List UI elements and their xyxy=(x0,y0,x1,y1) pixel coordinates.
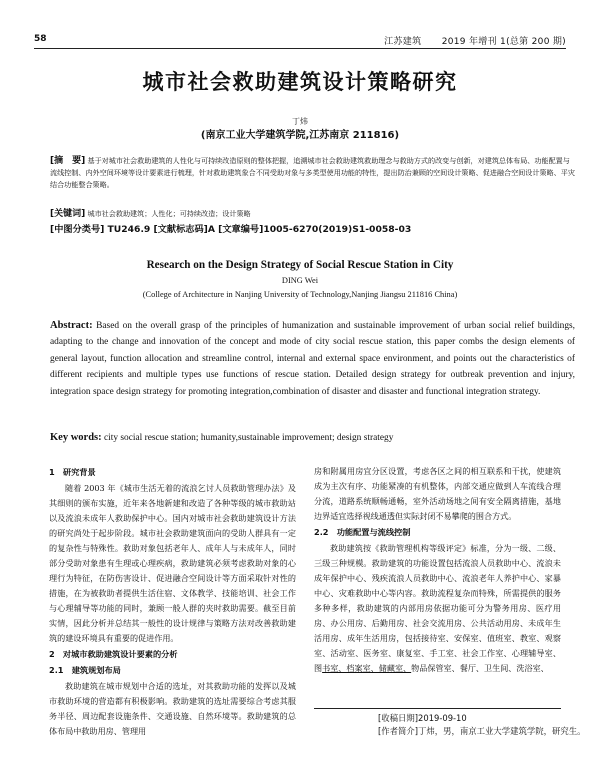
chinese-keywords-text: 城市社会救助建筑；人性化；可持续改造；设计策略 xyxy=(87,209,251,218)
chinese-affiliation: (南京工业大学建筑学院,江苏南京 211816) xyxy=(200,130,400,141)
journal-name: 江苏建筑 xyxy=(384,37,422,47)
english-keywords-text: city social rescue station; humanity,sustainable improvement; design strategy xyxy=(103,433,394,443)
section-heading: 2 对城市救助建筑设计要素的分析 xyxy=(49,649,178,659)
chinese-abstract-label: [摘 要] xyxy=(50,156,86,166)
english-author: DING Wei xyxy=(281,276,319,285)
english-keywords xyxy=(50,432,575,443)
underlined-text: 书室、档案室、储藏室、 xyxy=(322,663,412,673)
footnote-rule xyxy=(314,708,561,709)
english-title: Research on the Design Strategy of Social Rescue Station in City xyxy=(146,259,454,271)
english-affiliation: (College of Architecture in Nanjing University of Technology,Nanjing Jiangsu 211816 China) xyxy=(142,290,458,299)
body-paragraph xyxy=(314,541,561,676)
body-left-column xyxy=(49,464,296,739)
english-abstract xyxy=(50,318,575,400)
header-rule xyxy=(34,48,566,49)
chinese-abstract xyxy=(50,155,575,192)
classification-line: [中图分类号] TU246.9 [文献标志码]A [文章编号]1005-6270(2019)S1-0058-03 xyxy=(50,224,412,235)
journal-header xyxy=(384,34,566,47)
body-paragraph: 随着 2003 年《城市生活无着的流浪乞讨人员救助管理办法》及其细则的颁布实施，近年来各地新建和改造了各种等级的城市救助站以及流浪未成年人救助保护中心。国内对城市社会救助建筑设计方法的研究尚处于起步阶段。城市社会救助建筑面向的受助人群具有一定的复杂性与特殊性。救助对象包括老年人、成年人与未成年人，同时部分受助对象患有生理或心理疾病，救助建筑必须考虑救助对象的心理行为特征，在防伤害设计、促进融合空间设计等方面采取针对性的措施，在为被救助者提供生活住宿、文体教学、技能培训、社会工作与心理辅导等功能的同时，兼顾一般人群的夹时救助需要。截至目前实情，因此分析并总结其一般性的设计规律与策略方法对改善救助建筑的建设环境具有重要的促进作用。 xyxy=(49,483,296,643)
chinese-author: 丁炜 xyxy=(292,117,308,126)
journal-issue: 2019 年增刊 1(总第 200 期) xyxy=(441,37,566,47)
subsection-heading: 2.2 功能配置与流线控制 xyxy=(314,527,411,537)
chinese-title: 城市社会救助建筑设计策略研究 xyxy=(142,70,458,94)
body-paragraph: 救助建筑在城市规划中合适的选址，对其救助功能的发挥以及城市救助环境的营造都有积极影响。救助建筑的选址需要综合考虑其服务半径、周边配套设施条件、交通设施、自然环境等。救助建筑的总体布局中救助用房、管理用 xyxy=(49,681,296,736)
english-abstract-text: Based on the overall grasp of the principles of humanization and sustainable improvement of urban social relief buildings, adapting to the change and innovation of the concept and mode of city social rescue station, this paper combs the design elements of general layout, function allocation and streamline control, internal and external space environment, and points out the characteristics of different recipients and multiple types use functions of rescue station. Detailed design strategy for outbreak prevention and injury, integration space design strategy for promoting integration,combination of disaster and disaster and functional integration strategy. xyxy=(50,321,575,397)
english-keywords-label: Key words: xyxy=(50,432,102,443)
chinese-abstract-text: 基于对城市社会救助建筑的人性化与可持续改造原则的整体把握，追溯城市社会救助建筑救助理念与救助方式的改变与创新，对建筑总体布局、功能配置与流线控制、内外空间环境等设计要素进行梳理，针对救助建筑象合不同受助对象与多类型使用功能的特性，提出防治兼顾的空间设计策略、促进融合空间设计策略、平灾结合功能整合策略。 xyxy=(50,156,575,190)
body-right-column xyxy=(314,464,561,676)
body-text: 物品保管室、餐厅、卫生间、洗浴室、 xyxy=(411,663,549,673)
subsection-heading: 2.1 建筑规划布局 xyxy=(49,665,121,675)
section-heading: 1 研究背景 xyxy=(49,467,96,477)
page-number: 58 xyxy=(34,34,47,44)
author-intro: [作者简介]丁炜，男，南京工业大学建筑学院，研究生。 xyxy=(378,726,586,736)
received-date: [收稿日期]2019-09-10 xyxy=(378,713,467,723)
body-paragraph: 房和附属用房宜分区设置，考虑各区之间的相互联系和干扰，使建筑成为主次有序、功能紧凑的有机整体，内部交通应做到人车流线合理分流，道路系统顺畅通畅，室外活动场地之间有安全隔离措施，基地边界适宜选择视线通透但实际封闭不易攀爬的围合方式。 xyxy=(314,466,561,521)
english-abstract-label: Abstract: xyxy=(50,320,93,331)
chinese-keywords-label: [关键词] xyxy=(50,209,86,219)
chinese-keywords xyxy=(50,206,575,219)
body-text: 救助建筑按《救助管理机构等级评定》标准，分为一级、二级、三级三种规模。救助建筑的功能设置包括流浪人员救助中心、流浪未成年保护中心、残疾流浪人员救助中心、流浪老年人养护中心、家暴中心、灾难救助中心等内容。救助流程复杂而特殊，所需提供的服务多种多样，救助建筑的内部用房依据功能可分为警务用房、医疗用房、办公用房、后勤用房、社会交流用房、公共活动用房、未成年生活用房、成年生活用房，包括接待室、安保室、值班室、教室、观察室、活动室、医务室、康复室、手工室、社会工作室、心理辅导室、图 xyxy=(314,543,561,673)
